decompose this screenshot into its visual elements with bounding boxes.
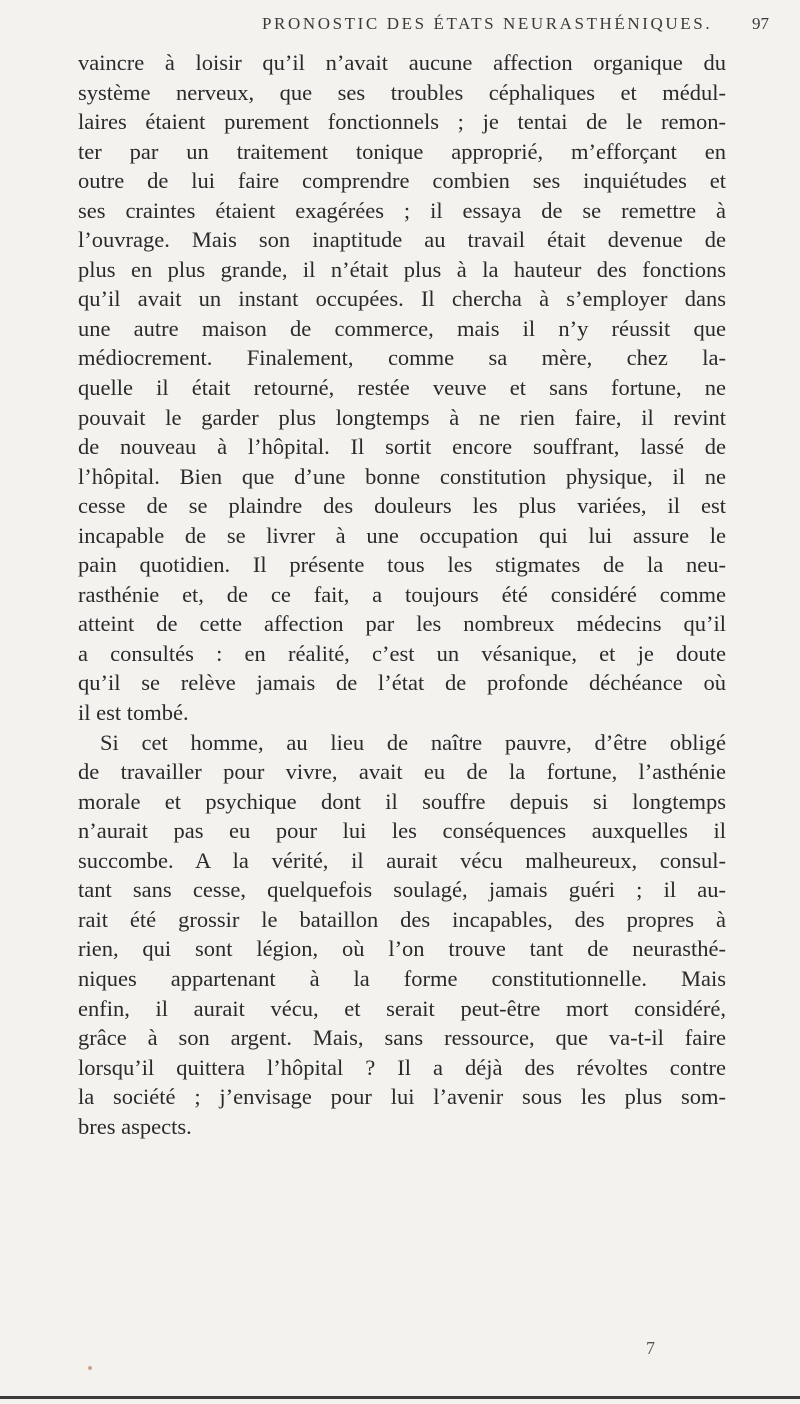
running-title: PRONOSTIC DES ÉTATS NEURASTHÉNIQUES.: [262, 14, 713, 33]
ink-speck: [88, 1366, 92, 1370]
text-line: outre de lui faire comprendre combien ses inquiétudes et: [78, 168, 726, 194]
text-line: tant sans cesse, quelquefois soulagé, jamais guéri ; il au-: [78, 877, 726, 903]
text-line: rait été grossir le bataillon des incapables, des propres à: [78, 906, 726, 932]
text-line-paragraph-start: Si cet homme, au lieu de naître pauvre, d’être obligé: [100, 729, 726, 755]
text-line: l’ouvrage. Mais son inaptitude au travail était devenue de: [78, 227, 726, 253]
text-line: ses craintes étaient exagérées ; il essaya de se remettre à: [78, 197, 726, 223]
text-line: de travailler pour vivre, avait eu de la fortune, l’asthénie: [78, 759, 726, 785]
text-line-paragraph-end: bres aspects.: [78, 1113, 192, 1139]
text-line: système nerveux, que ses troubles céphaliques et médul-: [78, 79, 726, 105]
signature-mark: 7: [646, 1338, 655, 1358]
text-line: plus en plus grande, il n’était plus à la hauteur des fonctions: [78, 256, 726, 282]
text-line: rasthénie et, de ce fait, a toujours été considéré comme: [78, 581, 726, 607]
text-line: a consultés : en réalité, c’est un vésanique, et je doute: [78, 640, 726, 666]
text-line: la société ; j’envisage pour lui l’avenir sous les plus som-: [78, 1084, 726, 1110]
text-line: vaincre à loisir qu’il n’avait aucune affection organique du: [78, 50, 726, 75]
bottom-rule: [0, 1396, 800, 1399]
text-line: une autre maison de commerce, mais il n’y réussit que: [78, 315, 726, 341]
text-line-paragraph-end: il est tombé.: [78, 700, 189, 726]
text-line: qu’il avait un instant occupées. Il chercha à s’employer dans: [78, 286, 726, 312]
page-number: 97: [752, 14, 769, 33]
text-line: n’aurait pas eu pour lui les conséquences auxquelles il: [78, 818, 726, 844]
text-line: ter par un traitement tonique approprié, m’efforçant en: [78, 138, 726, 164]
text-line: qu’il se relève jamais de l’état de profonde déchéance où: [78, 670, 726, 696]
text-line: atteint de cette affection par les nombreux médecins qu’il: [78, 611, 726, 637]
text-line: morale et psychique dont il souffre depuis si longtemps: [78, 788, 726, 814]
text-line: pouvait le garder plus longtemps à ne rien faire, il revint: [78, 404, 726, 430]
text-line: quelle il était retourné, restée veuve et sans fortune, ne: [78, 375, 726, 401]
text-line: laires étaient purement fonctionnels ; je tentai de le remon-: [78, 109, 726, 135]
text-line: niques appartenant à la forme constitutionnelle. Mais: [78, 965, 726, 991]
text-line: médiocrement. Finalement, comme sa mère, chez la-: [78, 345, 726, 371]
text-line: rien, qui sont légion, où l’on trouve tant de neurasthé-: [78, 936, 726, 962]
text-line: grâce à son argent. Mais, sans ressource, que va-t-il faire: [78, 1025, 726, 1051]
text-line: l’hôpital. Bien que d’une bonne constitution physique, il ne: [78, 463, 726, 489]
running-head: [0, 6, 800, 40]
text-line: cesse de se plaindre des douleurs les plus variées, il est: [78, 493, 726, 519]
text-line: pain quotidien. Il présente tous les stigmates de la neu-: [78, 552, 726, 578]
text-line: enfin, il aurait vécu, et serait peut-être mort considéré,: [78, 995, 726, 1021]
text-line: lorsqu’il quittera l’hôpital ? Il a déjà des révoltes contre: [78, 1054, 726, 1080]
text-line: de nouveau à l’hôpital. Il sortit encore souffrant, lassé de: [78, 434, 726, 460]
body-text: [78, 48, 726, 1141]
text-line: incapable de se livrer à une occupation qui lui assure le: [78, 522, 726, 548]
text-line: succombe. A la vérité, il aurait vécu malheureux, consul-: [78, 847, 726, 873]
